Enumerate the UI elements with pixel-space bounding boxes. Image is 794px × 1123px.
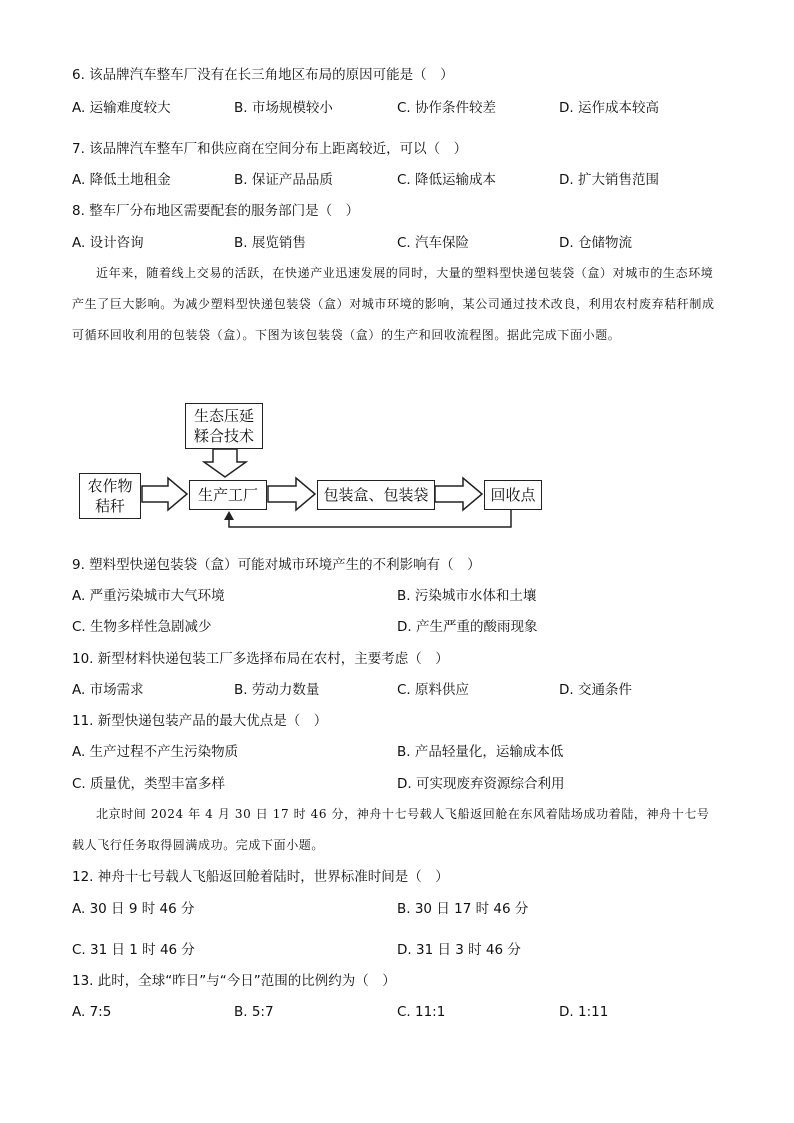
question-6-stem: 6. 该品牌汽车整车厂没有在长三角地区布局的原因可能是（ ） (72, 67, 454, 83)
option-b[interactable]: B. 保证产品品质 (234, 172, 333, 188)
option-a[interactable]: A. 市场需求 (72, 682, 144, 698)
arrow-factory-to-package (268, 478, 315, 510)
option-b[interactable]: B. 污染城市水体和土壤 (397, 588, 537, 604)
recycle-box (484, 480, 542, 510)
option-b[interactable]: B. 产品轻量化，运输成本低 (397, 744, 564, 760)
tech-label-line2: 糅合技术 (193, 427, 254, 445)
reading-passage-shenzhou: 北京时间 2024 年 4 月 30 日 17 时 46 分，神舟十七号载人飞船返回舱在东风着陆场成功着陆，神舟十七号载人飞行任务取得圆满成功。完成下面小题。 (72, 807, 710, 852)
arrow-straw-to-factory (142, 478, 187, 510)
question-13-stem: 13. 此时，全球“昨日”与“今日”范围的比例约为（ ） (72, 973, 396, 989)
tech-box (185, 403, 263, 449)
option-b[interactable]: B. 劳动力数量 (234, 682, 320, 698)
option-b[interactable]: B. 市场规模较小 (234, 100, 333, 116)
question-7-stem: 7. 该品牌汽车整车厂和供应商在空间分布上距离较近，可以（ ） (72, 141, 468, 157)
option-c[interactable]: C. 11:1 (397, 1004, 446, 1020)
option-a[interactable]: A. 7:5 (72, 1004, 112, 1020)
option-d[interactable]: D. 31 日 3 时 46 分 (397, 942, 521, 958)
option-c[interactable]: C. 汽车保险 (397, 235, 470, 251)
package-label: 包装盒、包装袋 (323, 486, 429, 504)
option-b[interactable]: B. 展览销售 (234, 235, 306, 251)
reading-passage-packaging: 近年来，随着线上交易的活跃，在快递产业迅速发展的同时，大量的塑料型快递包装袋（盒）对城市的生态环境产生了巨大影响。为减少塑料型快递包装袋（盒）对城市环境的影响，某公司通过技术改良，利用农村废弃秸秆制成可循环回收利用的包装袋（盒）。下图为该包装袋（盒）的生产和回收流程图。据此完成下面小题。 (72, 266, 715, 342)
return-arrowhead (224, 511, 234, 520)
question-8-stem: 8. 整车厂分布地区需要配套的服务部门是（ ） (72, 203, 360, 219)
option-d[interactable]: D. 1:11 (559, 1004, 609, 1020)
option-a[interactable]: A. 设计咨询 (72, 235, 144, 251)
question-9-stem: 9. 塑料型快递包装袋（盒）可能对城市环境产生的不利影响有（ ） (72, 557, 481, 573)
option-c[interactable]: C. 原料供应 (397, 682, 470, 698)
tech-label-line1: 生态压延 (193, 407, 254, 425)
option-a[interactable]: A. 严重污染城市大气环境 (72, 588, 225, 604)
arrow-tech-to-factory (204, 449, 246, 477)
question-10-stem: 10. 新型材料快递包装工厂多选择布局在农村，主要考虑（ ） (72, 651, 449, 667)
option-c[interactable]: C. 协作条件较差 (397, 100, 497, 116)
straw-box (79, 473, 141, 519)
option-a[interactable]: A. 30 日 9 时 46 分 (72, 901, 195, 917)
option-a[interactable]: A. 降低土地租金 (72, 172, 171, 188)
option-b[interactable]: B. 30 日 17 时 46 分 (397, 901, 529, 917)
option-a[interactable]: A. 运输难度较大 (72, 100, 171, 116)
option-d[interactable]: D. 可实现废弃资源综合利用 (397, 776, 565, 792)
option-c[interactable]: C. 降低运输成本 (397, 172, 497, 188)
option-a[interactable]: A. 生产过程不产生污染物质 (72, 744, 239, 760)
question-12-stem: 12. 神舟十七号载人飞船返回舱着陆时，世界标准时间是（ ） (72, 869, 449, 885)
option-d[interactable]: D. 交通条件 (559, 682, 632, 698)
factory-label: 生产工厂 (197, 486, 258, 504)
option-d[interactable]: D. 仓储物流 (559, 235, 632, 251)
package-box (317, 480, 435, 510)
option-c[interactable]: C. 生物多样性急剧减少 (72, 619, 212, 635)
recycle-label: 回收点 (490, 486, 536, 504)
return-line (229, 510, 511, 527)
straw-label-line2: 秸秆 (94, 497, 125, 515)
option-c[interactable]: C. 31 日 1 时 46 分 (72, 942, 195, 958)
straw-label-line1: 农作物 (87, 477, 133, 495)
option-c[interactable]: C. 质量优，类型丰富多样 (72, 776, 226, 792)
question-11-stem: 11. 新型快递包装产品的最大优点是（ ） (72, 713, 328, 729)
option-d[interactable]: D. 运作成本较高 (559, 100, 659, 116)
arrow-package-to-recycle (435, 478, 482, 510)
option-d[interactable]: D. 扩大销售范围 (559, 172, 659, 188)
factory-box (189, 480, 267, 510)
option-d[interactable]: D. 产生严重的酸雨现象 (397, 619, 538, 635)
option-b[interactable]: B. 5:7 (234, 1004, 274, 1020)
